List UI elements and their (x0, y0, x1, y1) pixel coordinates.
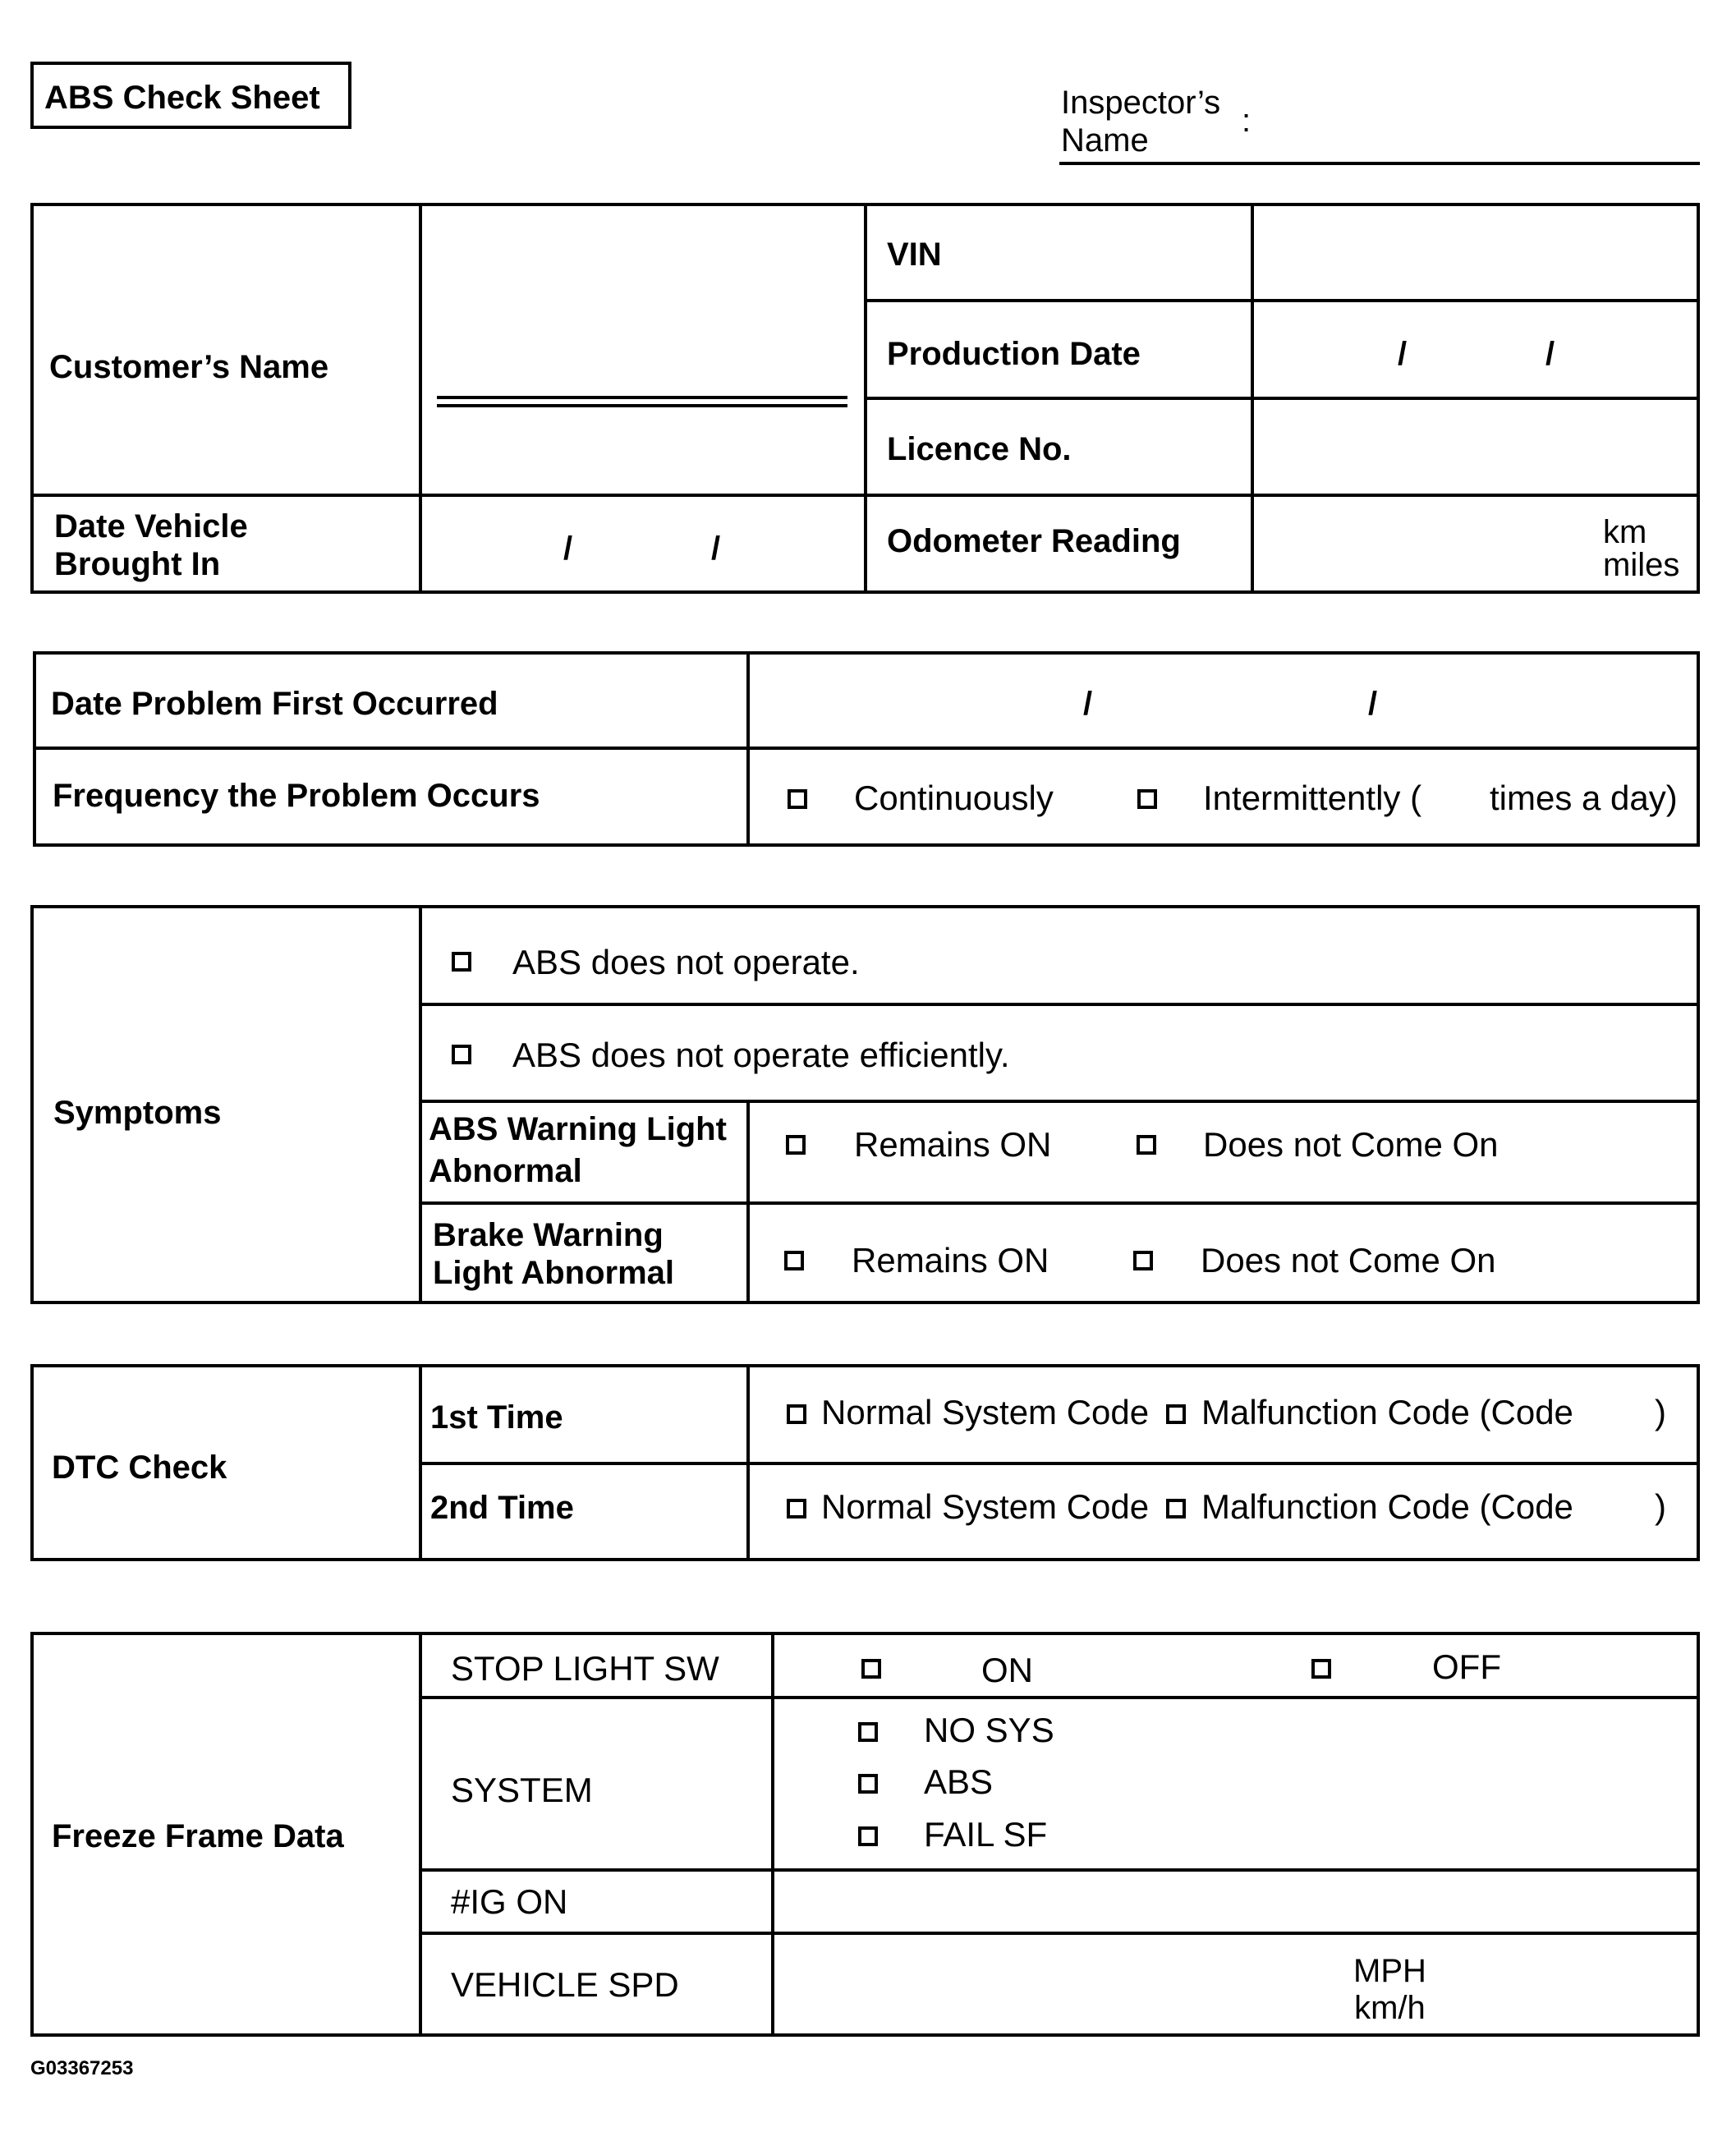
stop-light-sw-label: STOP LIGHT SW (451, 1649, 719, 1688)
no-sys-label: NO SYS (924, 1711, 1054, 1749)
divider (437, 404, 847, 407)
stop-light-on-label: ON (981, 1651, 1033, 1689)
dtc2-normal-checkbox[interactable] (787, 1499, 806, 1518)
ig-on-field[interactable] (774, 1872, 1697, 1932)
customer-name-field[interactable] (437, 396, 847, 399)
dtc2-close-paren: ) (1655, 1487, 1666, 1526)
no-sys-checkbox[interactable] (858, 1722, 878, 1742)
abs-not-efficient-checkbox[interactable] (452, 1045, 471, 1064)
production-date-slash-1: / (1398, 336, 1408, 372)
vehicle-spd-units: MPH km/h (1353, 1953, 1426, 2026)
symptoms-label: Symptoms (53, 1095, 222, 1131)
continuously-checkbox[interactable] (788, 789, 807, 809)
inspector-colon: : (1242, 103, 1251, 139)
licence-field[interactable] (1254, 400, 1697, 494)
odometer-units: km miles (1603, 514, 1680, 583)
licence-label: Licence No. (887, 431, 1072, 467)
abs-system-checkbox[interactable] (858, 1774, 878, 1794)
ig-on-label: #IG ON (451, 1882, 568, 1921)
frequency-label: Frequency the Problem Occurs (53, 778, 540, 814)
odometer-label: Odometer Reading (887, 523, 1181, 559)
dtc2-malfunction-label: Malfunction Code (Code (1201, 1487, 1573, 1526)
divider (30, 494, 1700, 497)
abs-warning-remains-on-label: Remains ON (854, 1125, 1052, 1164)
date-brought-label: Date Vehicle Brought In (54, 508, 248, 582)
stop-light-off-label: OFF (1432, 1647, 1501, 1686)
divider (419, 1003, 1700, 1006)
divider (419, 1462, 1700, 1465)
fail-sf-checkbox[interactable] (858, 1826, 878, 1846)
first-occurred-slash-1: / (1083, 686, 1093, 722)
brake-warning-not-come-on-checkbox[interactable] (1133, 1251, 1153, 1270)
intermittently-checkbox[interactable] (1137, 789, 1157, 809)
dtc2-code-field[interactable] (1544, 1491, 1651, 1530)
divider (419, 203, 422, 594)
brake-warning-not-come-on-label: Does not Come On (1201, 1241, 1496, 1280)
dtc1-normal-label: Normal System Code (821, 1393, 1150, 1431)
dtc1-malfunction-label: Malfunction Code (Code (1201, 1393, 1573, 1431)
dtc1-close-paren: ) (1655, 1393, 1666, 1431)
system-label: SYSTEM (451, 1771, 593, 1809)
continuously-label: Continuously (854, 779, 1054, 817)
abs-warning-not-come-on-checkbox[interactable] (1137, 1135, 1156, 1155)
sheet-title: ABS Check Sheet (44, 80, 320, 116)
first-occurred-label: Date Problem First Occurred (51, 686, 498, 722)
abs-warning-not-come-on-label: Does not Come On (1203, 1125, 1499, 1164)
intermittently-label: Intermittently ( (1203, 779, 1422, 817)
inspector-label: Inspector’s Name (1061, 85, 1221, 159)
divider (771, 1632, 774, 2037)
figure-code: G03367253 (30, 2057, 134, 2079)
divider (419, 1696, 1700, 1699)
stop-light-on-checkbox[interactable] (861, 1659, 881, 1679)
vin-label: VIN (887, 237, 942, 273)
divider (419, 1100, 1700, 1103)
dtc2-normal-label: Normal System Code (821, 1487, 1150, 1526)
divider (746, 1100, 750, 1304)
date-brought-slash-2: / (711, 531, 721, 567)
vin-field[interactable] (1254, 206, 1697, 299)
divider (864, 299, 1700, 302)
dtc2-malfunction-checkbox[interactable] (1166, 1499, 1186, 1518)
divider (33, 747, 1700, 750)
divider (419, 905, 422, 1304)
brake-warning-label: Brake Warning Light Abnormal (433, 1217, 675, 1291)
production-date-label: Production Date (887, 336, 1141, 372)
dtc-first-time-label: 1st Time (430, 1399, 563, 1436)
times-a-day-label: times a day) (1490, 779, 1678, 817)
abs-warning-remains-on-checkbox[interactable] (786, 1135, 806, 1155)
stop-light-off-checkbox[interactable] (1311, 1659, 1331, 1679)
divider (419, 1632, 422, 2037)
abs-system-label: ABS (924, 1762, 994, 1801)
date-brought-slash-1: / (563, 531, 573, 567)
dtc1-normal-checkbox[interactable] (787, 1404, 806, 1424)
dtc-check-label: DTC Check (52, 1450, 227, 1486)
abs-not-operate-label: ABS does not operate. (512, 943, 860, 981)
production-date-slash-2: / (1545, 336, 1555, 372)
fail-sf-label: FAIL SF (924, 1815, 1048, 1854)
customer-name-label: Customer’s Name (49, 349, 329, 385)
inspector-name-field[interactable] (1059, 162, 1700, 165)
brake-warning-remains-on-label: Remains ON (852, 1241, 1049, 1280)
first-occurred-slash-2: / (1368, 686, 1378, 722)
divider (419, 1932, 1700, 1935)
brake-warning-remains-on-checkbox[interactable] (784, 1251, 804, 1270)
abs-not-efficient-label: ABS does not operate efficiently. (512, 1036, 1010, 1074)
dtc-second-time-label: 2nd Time (430, 1490, 574, 1526)
vehicle-spd-label: VEHICLE SPD (451, 1965, 679, 2004)
abs-warning-label: ABS Warning Light Abnormal (429, 1111, 727, 1190)
dtc1-malfunction-checkbox[interactable] (1166, 1404, 1186, 1424)
freeze-frame-label: Freeze Frame Data (52, 1818, 344, 1854)
dtc1-code-field[interactable] (1544, 1396, 1651, 1436)
abs-not-operate-checkbox[interactable] (452, 952, 471, 972)
divider (419, 1201, 1700, 1205)
